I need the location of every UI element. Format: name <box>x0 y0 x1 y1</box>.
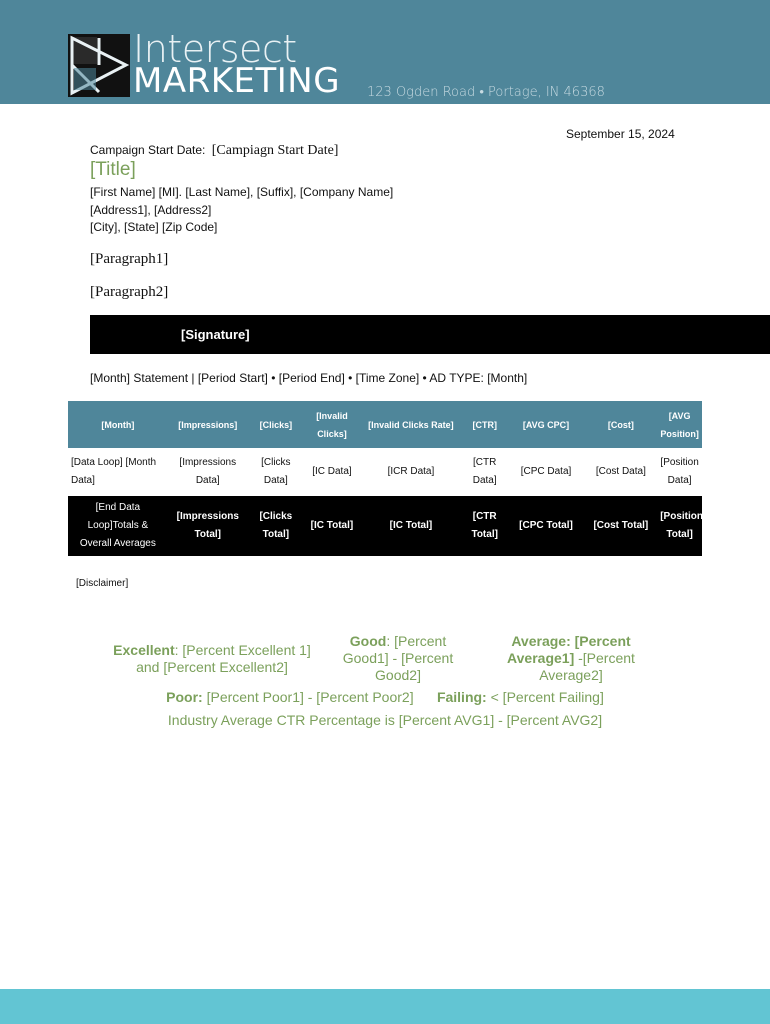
statement-line: [Month] Statement | [Period Start] • [Period End] • [Time Zone] • AD TYPE: [Month] <box>90 371 528 385</box>
column-header: [Month] <box>68 401 168 448</box>
grade-failing-text: < [Percent Failing] <box>486 689 604 705</box>
table-cell: [Clicks Data] <box>248 448 304 496</box>
recipient-city-line: [City], [State] [Zip Code] <box>90 220 218 234</box>
table-header-row <box>68 401 702 448</box>
column-header: [AVG Position] <box>657 401 702 448</box>
table-cell: [CTR Data] <box>462 448 508 496</box>
grade-good <box>330 633 466 684</box>
table-cell: [Cost Data] <box>584 448 657 496</box>
paragraph-1: [Paragraph1] <box>90 251 169 267</box>
industry-average-line: Industry Average CTR Percentage is [Percent AVG1] - [Percent AVG2] <box>167 712 603 728</box>
grade-poor-text: [Percent Poor1] - [Percent Poor2] <box>202 689 414 705</box>
statement-table <box>68 401 702 556</box>
table-cell: [ICR Data] <box>360 448 462 496</box>
grade-good-label: Good <box>349 633 387 649</box>
paragraph-2: [Paragraph2] <box>90 284 169 300</box>
letter-title: [Title] <box>90 159 136 180</box>
column-header: [Invalid Clicks] <box>304 401 360 448</box>
table-cell: [IC Total] <box>360 496 462 556</box>
table-cell: [Clicks Total] <box>248 496 304 556</box>
grade-excellent <box>113 642 311 676</box>
table-cell: [CPC Total] <box>508 496 585 556</box>
column-header: [Invalid Clicks Rate] <box>360 401 462 448</box>
table-cell: [CPC Data] <box>508 448 585 496</box>
campaign-start-value: [Campiagn Start Date] <box>211 143 339 158</box>
signature-bar <box>90 315 770 354</box>
column-header: [Clicks] <box>248 401 304 448</box>
grade-excellent-text: : [Percent Excellent 1] and [Percent Excellent2] <box>136 642 311 675</box>
footer-band <box>0 989 770 1024</box>
table-data-row <box>68 448 702 496</box>
column-header: [CTR] <box>462 401 508 448</box>
company-address: 123 Ogden Road • Portage, IN 46368 <box>367 85 605 100</box>
table-cell: [Position Total] <box>657 496 702 556</box>
grade-poor-failing <box>100 689 670 706</box>
grade-average-label: Average: [Percent Average1] <box>507 633 631 666</box>
grade-average-text: -[Percent Average2] <box>539 650 635 683</box>
letter-date: September 15, 2024 <box>566 127 675 141</box>
recipient-name-line: [First Name] [MI]. [Last Name], [Suffix], [Company Name] <box>90 185 394 199</box>
table-cell: [IC Total] <box>304 496 360 556</box>
letterhead-banner <box>0 0 770 104</box>
table-cell: [Data Loop] [Month Data] <box>68 448 168 496</box>
table-cell: [Impressions Total] <box>168 496 248 556</box>
campaign-start-label: Campaign Start Date: <box>90 143 206 157</box>
table-cell: [Impressions Data] <box>168 448 248 496</box>
grade-average <box>490 633 652 684</box>
disclaimer: [Disclaimer] <box>76 578 129 589</box>
campaign-start-date <box>90 143 338 159</box>
grade-excellent-label: Excellent <box>113 642 175 658</box>
grade-failing-label: Failing: <box>436 689 487 705</box>
grade-poor-label: Poor: <box>166 689 203 705</box>
brand-name-bottom: MARKETING <box>133 61 341 101</box>
grade-good-text: : [Percent Good1] - [Percent Good2] <box>342 633 454 683</box>
column-header: [Impressions] <box>168 401 248 448</box>
table-cell: [Cost Total] <box>584 496 657 556</box>
table-cell: [Position Data] <box>657 448 702 496</box>
intersect-logo-icon <box>68 34 130 97</box>
table-total-row <box>68 496 702 556</box>
column-header: [AVG CPC] <box>508 401 585 448</box>
table-cell: [CTR Total] <box>462 496 508 556</box>
column-header: [Cost] <box>584 401 657 448</box>
table-cell: [IC Data] <box>304 448 360 496</box>
table-cell: [End Data Loop]Totals & Overall Averages <box>68 496 168 556</box>
recipient-address-line: [Address1], [Address2] <box>90 203 212 217</box>
signature: [Signature] <box>181 327 250 342</box>
brand-name-top: Intersect <box>133 27 297 71</box>
